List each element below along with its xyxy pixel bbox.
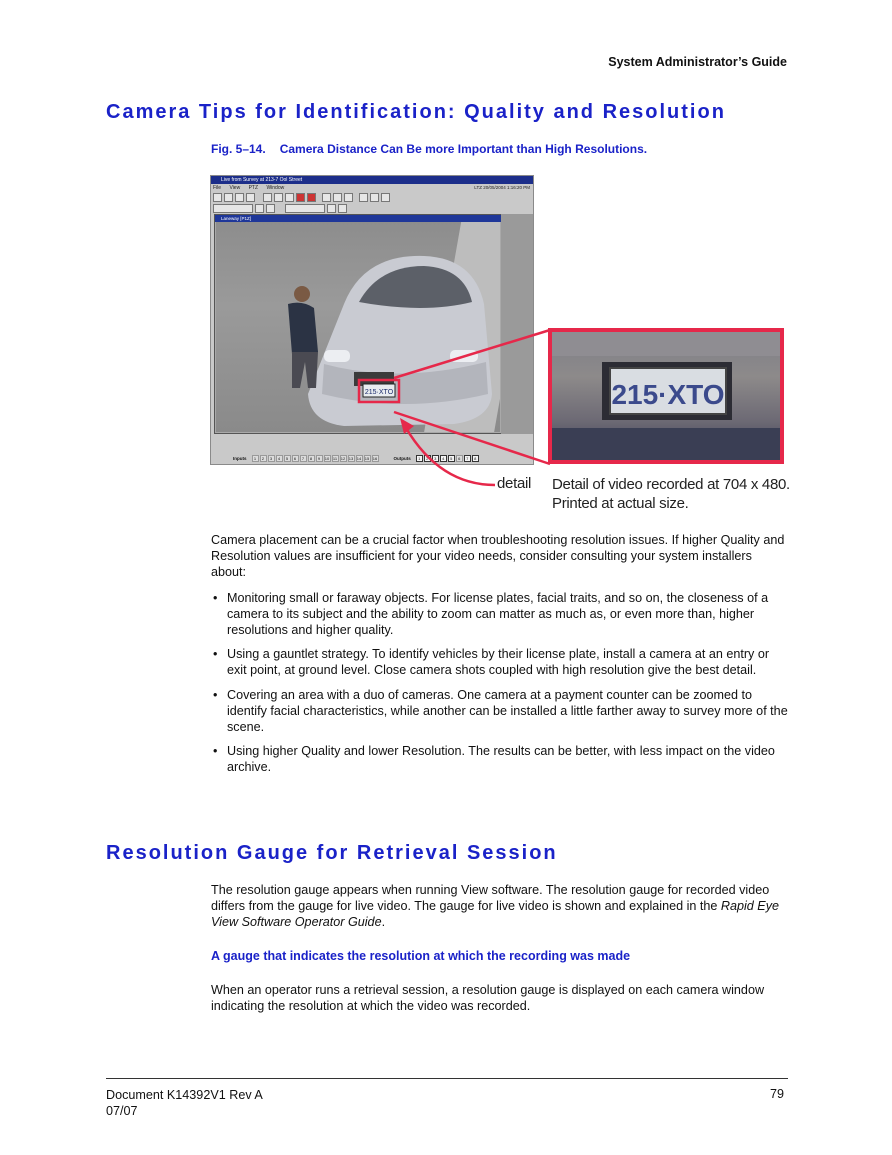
screenshot-menu-bar xyxy=(213,185,291,191)
menu-file: File xyxy=(213,185,222,191)
input-button: 5 xyxy=(284,455,291,462)
para1-text: The resolution gauge appears when running View software. The resolution gauge for recorded video differs from the gauge for live video. The gauge for live video is shown and explained in the xyxy=(211,883,770,914)
input-button: 10 xyxy=(324,455,330,461)
output-button: 6 xyxy=(456,455,463,462)
footer-date: 07/07 xyxy=(106,1104,138,1118)
car-plate-text: 215·XTO xyxy=(364,389,394,396)
screenshot-toolbar-2 xyxy=(213,204,347,213)
page-number: 79 xyxy=(769,1087,784,1101)
gauge-marker xyxy=(356,424,366,432)
screenshot-toolbar-1 xyxy=(213,193,390,202)
input-button: 15 xyxy=(364,455,370,461)
menu-view: View xyxy=(229,185,241,191)
menu-ptz: PTZ xyxy=(248,185,259,191)
running-header: System Administrator’s Guide xyxy=(608,55,787,69)
bullet-item: • Monitoring small or faraway objects. For license plates, facial traits, and so on, the closeness of a camera to its subject and the ability to zoom can matter as much as, or even more than, higher resolutions and higher quality. xyxy=(211,590,789,639)
outputs-label: Outputs xyxy=(393,455,411,461)
input-button: 6 xyxy=(292,455,299,462)
figure-caption-text: Camera Distance Can Be more Important than High Resolutions. xyxy=(279,142,648,156)
input-button: 3 xyxy=(268,455,275,462)
section2-paragraph-2 xyxy=(211,982,789,1014)
output-button: 5 xyxy=(448,455,455,462)
section-title-resolution-gauge: Resolution Gauge for Retrieval Session xyxy=(106,842,558,864)
input-button: 12 xyxy=(340,455,346,461)
zoom-caption-line-2: Printed at actual size. xyxy=(552,495,689,512)
input-button: 4 xyxy=(276,455,283,462)
zoomed-plate-detail xyxy=(548,328,784,464)
section1-body xyxy=(211,532,789,784)
footer-rule xyxy=(106,1078,788,1079)
input-button: 16 xyxy=(372,455,378,461)
subheading: A gauge that indicates the resolution at which the recording was made xyxy=(211,949,631,963)
screenshot-timestamp: LTZ 20/05/2004 1:16:20 PM xyxy=(474,185,530,190)
section2-paragraph-1 xyxy=(211,882,789,931)
zoom-caption-line-1: Detail of video recorded at 704 x 480. xyxy=(552,476,790,493)
inputs-label: Inputs xyxy=(233,455,247,461)
footer-doc-id: Document K14392V1 Rev A xyxy=(106,1088,263,1102)
input-button: 14 xyxy=(356,455,362,461)
screenshot-window-title: Live from Survey at 213-7 Ool Street xyxy=(221,177,303,183)
output-button: 8 xyxy=(472,455,479,462)
input-button: 13 xyxy=(348,455,354,461)
zoom-caption xyxy=(552,475,790,513)
intro-paragraph: Camera placement can be a crucial factor when troubleshooting resolution issues. If higher Quality and Resolution values are insufficient for your video needs, consider consulting your system installers about: xyxy=(211,533,785,580)
output-button: 1 xyxy=(416,455,423,462)
output-button: 4 xyxy=(440,455,447,462)
person-image xyxy=(278,282,328,392)
output-button: 2 xyxy=(424,455,431,462)
bullet-item: • Using higher Quality and lower Resolution. The results can be better, with less impact on the video archive. xyxy=(211,743,789,775)
zoom-connector-lines xyxy=(380,320,560,500)
input-button: 7 xyxy=(300,455,307,462)
input-button: 2 xyxy=(260,455,267,462)
footer-doc-info xyxy=(106,1087,263,1119)
figure-caption xyxy=(211,142,647,156)
figure-number: Fig. 5–14. xyxy=(211,142,266,156)
para2-text: When an operator runs a retrieval session, a resolution gauge is displayed on each camera window indicating the resolution at which the video was recorded. xyxy=(211,983,765,1014)
zoomed-plate-image xyxy=(552,332,780,460)
camera-subwindow-title: Laneway [P1Z] xyxy=(215,215,501,222)
section-title-camera-tips: Camera Tips for Identification: Quality and Resolution xyxy=(106,101,726,123)
para1-end: . xyxy=(381,915,386,930)
output-button: 7 xyxy=(464,455,471,462)
tips-bullet-list xyxy=(211,590,789,776)
operator-guide-title: Rapid Eye View Software Operator Guide xyxy=(211,899,780,930)
screenshot-title-bar xyxy=(211,176,533,184)
input-button: 9 xyxy=(316,455,323,462)
zoomed-plate-text: 215·XTO xyxy=(611,379,725,410)
output-button: 3 xyxy=(432,455,439,462)
input-button: 1 xyxy=(252,455,259,462)
input-button: 11 xyxy=(332,455,338,461)
bullet-item: • Using a gauntlet strategy. To identify vehicles by their license plate, install a camera at an entry or exit point, at ground level. Close camera shots coupled with high resolution give the best detail. xyxy=(211,646,789,678)
menu-window: Window xyxy=(266,185,285,191)
input-button: 8 xyxy=(308,455,315,462)
detail-label: detail xyxy=(497,475,532,492)
bullet-item: • Covering an area with a duo of cameras. One camera at a payment counter can be zoomed to identify facial characteristics, while another can be installed a little farther away to survey more of the scene. xyxy=(211,687,789,736)
